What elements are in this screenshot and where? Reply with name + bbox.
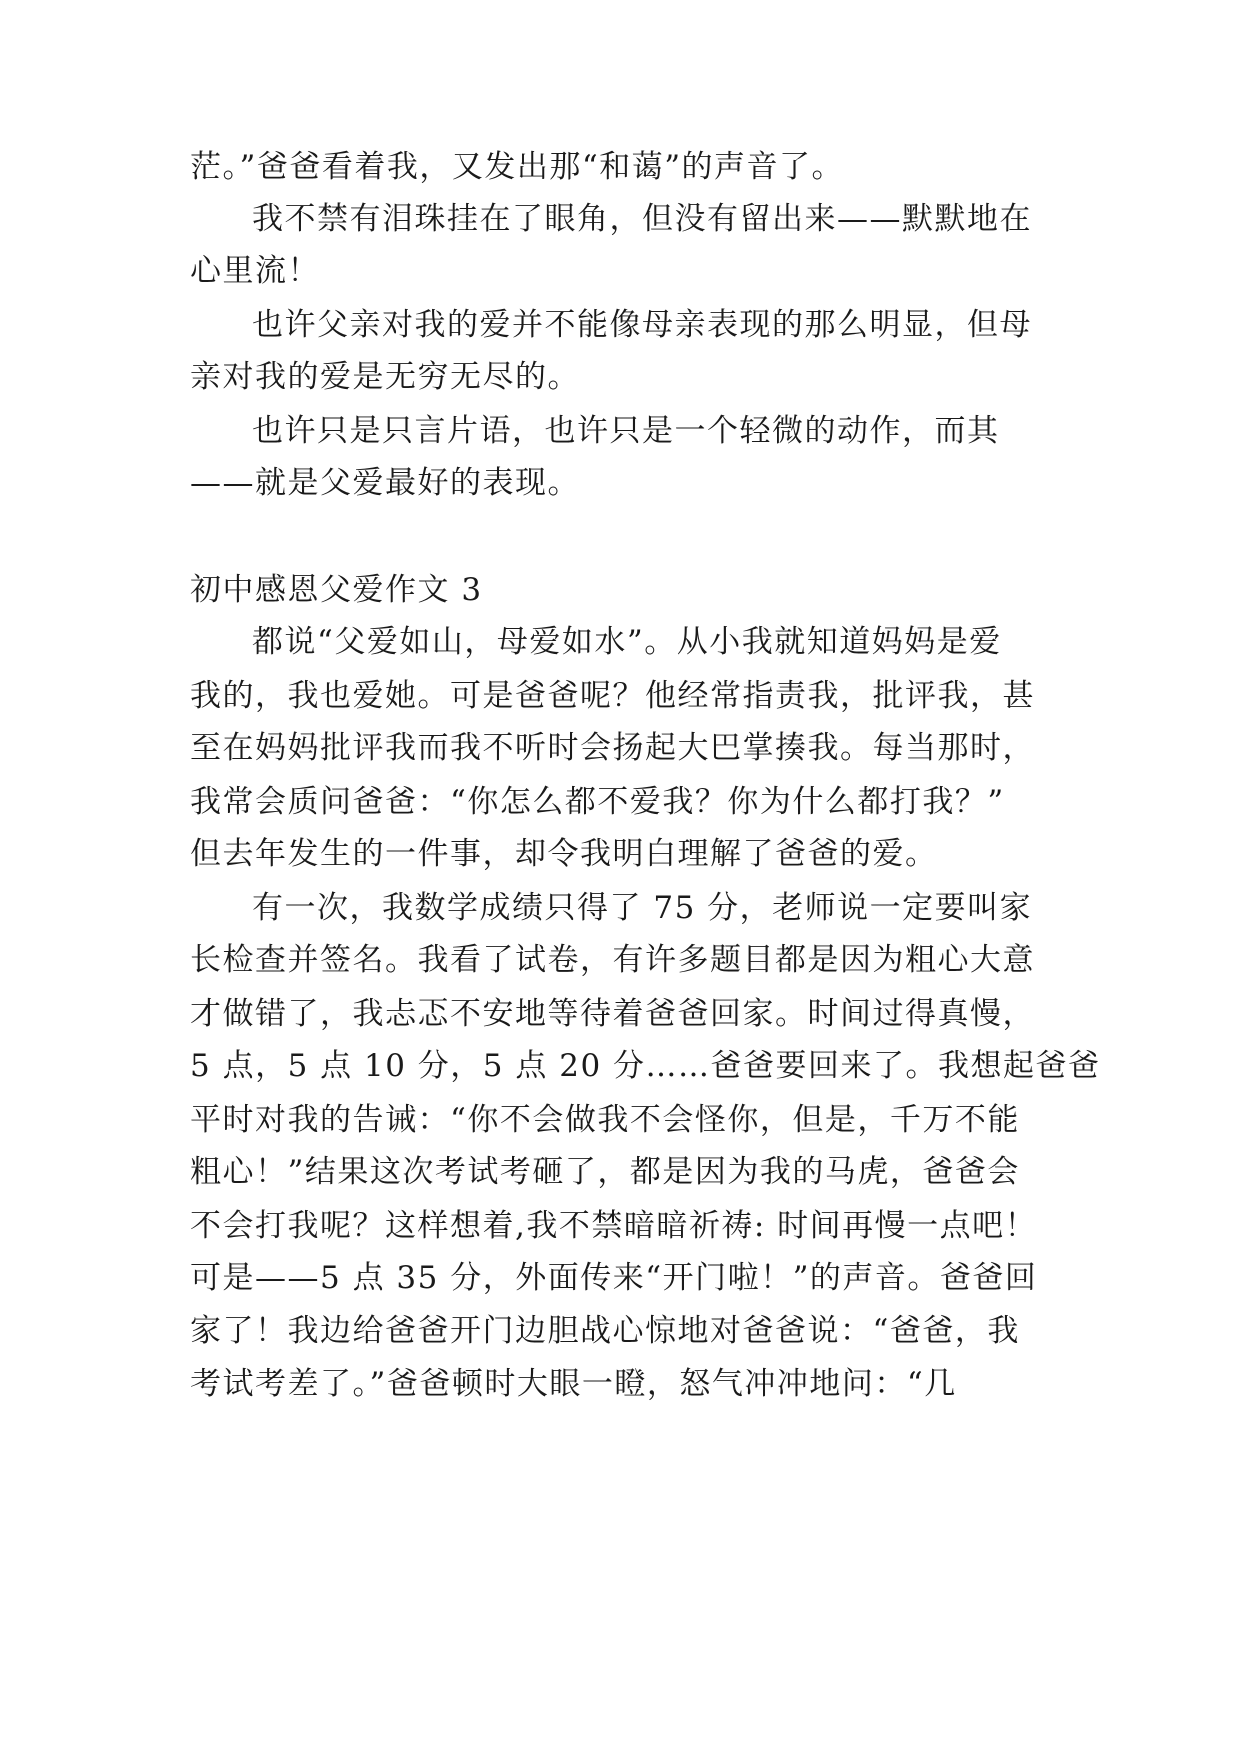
text-line: 考试考差了。”爸爸顿时大眼一瞪，怒气冲冲地问：“几 (190, 1366, 957, 1402)
text-line: 可是——5 点 35 分，外面传来“开门啦！”的声音。爸爸回 (190, 1260, 1038, 1296)
paragraph-first-line: 我不禁有泪珠挂在了眼角，但没有留出来——默默地在 (252, 201, 1032, 237)
text-line: 5 点，5 点 10 分，5 点 20 分……爸爸要回来了。我想起爸爸 (190, 1048, 1101, 1084)
text-line: 至在妈妈批评我而我不听时会扬起大巴掌揍我。每当那时， (190, 730, 1035, 766)
text-line: 不会打我呢？这样想着,我不禁暗暗祈祷: 时间再慢一点吧！ (190, 1208, 1038, 1244)
text-line: 才做错了，我忐忑不安地等待着爸爸回家。时间过得真慢， (190, 996, 1035, 1032)
text-line: 心里流！ (190, 253, 320, 289)
text-line: 粗心！”结果这次考试考砸了，都是因为我的马虎，爸爸会 (190, 1154, 1020, 1190)
paragraph-first-line: 都说“父爱如山，母爱如水”。从小我就知道妈妈是爱 (252, 624, 1002, 660)
section-heading: 初中感恩父爱作文 3 (190, 572, 483, 608)
paragraph-first-line: 也许只是只言片语，也许只是一个轻微的动作，而其 (252, 413, 1000, 449)
text-line: 平时对我的告诫：“你不会做我不会怪你，但是，千万不能 (190, 1102, 1020, 1138)
paragraph-first-line: 有一次，我数学成绩只得了 75 分，老师说一定要叫家 (252, 890, 1033, 926)
text-line: 长检查并签名。我看了试卷，有许多题目都是因为粗心大意 (190, 942, 1035, 978)
text-line: 茫。”爸爸看着我，又发出那“和蔼”的声音了。 (190, 149, 845, 185)
text-line: 家了！我边给爸爸开门边胆战心惊地对爸爸说：“爸爸，我 (190, 1313, 1020, 1349)
text-line: 我的，我也爱她。可是爸爸呢？他经常指责我，批评我，甚 (190, 678, 1035, 714)
text-line: ——就是父爱最好的表现。 (190, 465, 580, 501)
paragraph-first-line: 也许父亲对我的爱并不能像母亲表现的那么明显，但母 (252, 307, 1032, 343)
text-line: 但去年发生的一件事，却令我明白理解了爸爸的爱。 (190, 836, 938, 872)
text-line: 亲对我的爱是无穷无尽的。 (190, 359, 580, 395)
text-line: 我常会质问爸爸：“你怎么都不爱我？你为什么都打我？” (190, 784, 1005, 820)
